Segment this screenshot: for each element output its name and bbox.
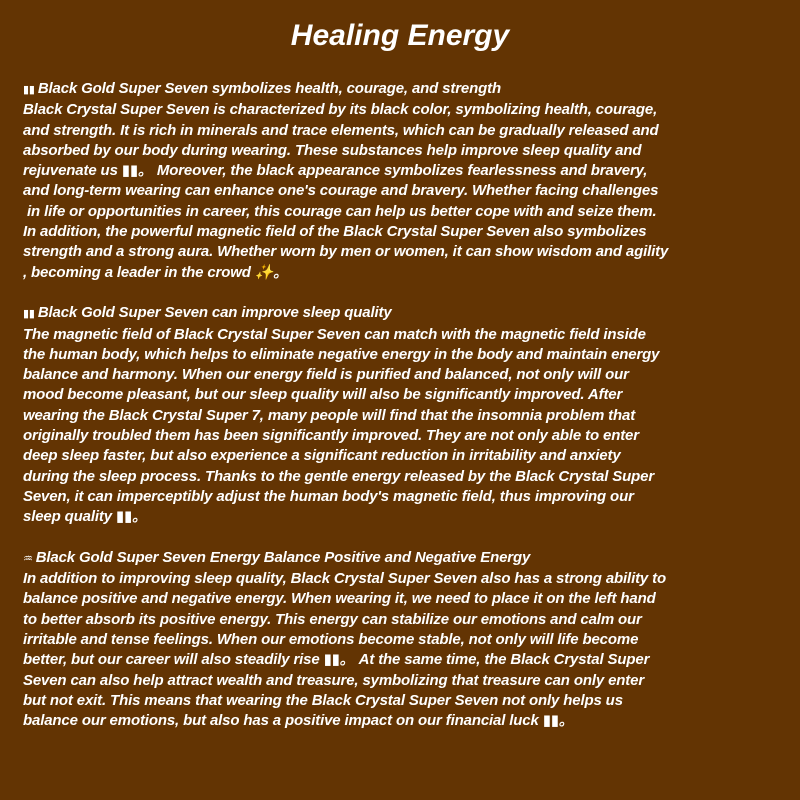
paragraph-line: strength and a strong aura. Whether worn by men or women, it can show wisdom and agility	[23, 243, 669, 261]
paragraph-line: better, but our career will also steadily rise ▮▮。 At the same time, the Black Crystal Super	[23, 651, 650, 669]
emoji-icon: ▮▮	[23, 84, 35, 96]
paragraph-line: mood become pleasant, but our sleep quality will also be significantly improved. After	[23, 386, 623, 404]
article-body	[23, 79, 783, 752]
paragraph-line: balance and harmony. When our energy field is purified and balanced, not only will our	[23, 366, 629, 384]
paragraph-line: balance positive and negative energy. When wearing it, we need to place it on the left hand	[23, 590, 656, 608]
paragraph-line: Seven can also help attract wealth and treasure, symbolizing that treasure can only enter	[23, 671, 645, 689]
paragraph-line: irritable and tense feelings. When our emotions become stable, not only will life become	[23, 631, 639, 649]
paragraph-line: absorbed by our body during wearing. These substances help improve sleep quality and	[23, 141, 642, 159]
section-heading	[23, 303, 783, 324]
section-heading-text: Black Gold Super Seven symbolizes health, courage, and strength	[37, 80, 501, 97]
section-heading	[23, 548, 783, 569]
paragraph-line: rejuvenate us ▮▮。 Moreover, the black appearance symbolizes fearlessness and bravery,	[23, 162, 648, 180]
paragraph-line: the human body, which helps to eliminate negative energy in the body and maintain energy	[23, 345, 660, 363]
paragraph-line: , becoming a leader in the crowd ✨。	[23, 263, 289, 281]
section-health-courage-strength	[23, 79, 783, 283]
paragraph-line: during the sleep process. Thanks to the gentle energy released by the Black Crystal Super	[23, 467, 655, 485]
paragraph-line: In addition to improving sleep quality, Black Crystal Super Seven also has a strong ability to	[23, 570, 666, 588]
paragraph-line: to better absorb its positive energy. This energy can stabilize our emotions and calm our	[23, 610, 642, 628]
paragraph-line: wearing the Black Crystal Super 7, many people will find that the insomnia problem that	[23, 406, 636, 424]
paragraph-line: but not exit. This means that wearing the Black Crystal Super Seven not only helps us	[23, 691, 623, 709]
paragraph-line: Black Crystal Super Seven is characterized by its black color, symbolizing health, courage,	[23, 101, 658, 119]
page-title: Healing Energy	[290, 19, 510, 52]
emoji-icon: ▮▮	[23, 308, 35, 321]
wave-icon: ♒	[23, 552, 33, 565]
section-heading-text: Black Gold Super Seven can improve sleep quality	[37, 304, 392, 322]
paragraph-line: In addition, the powerful magnetic field of the Black Crystal Super Seven also symbolizes	[23, 223, 647, 241]
paragraph-line: balance our emotions, but also has a positive impact on our financial luck ▮▮。	[23, 712, 574, 730]
section-sleep-quality	[23, 303, 783, 527]
section-heading	[23, 79, 783, 100]
paragraph-line: sleep quality ▮▮。	[23, 508, 147, 526]
paragraph-line: deep sleep faster, but also experience a significant reduction in irritability and anxiety	[23, 447, 621, 465]
paragraph-line: and strength. It is rich in minerals and trace elements, which can be gradually released and	[23, 121, 659, 139]
paragraph-line: The magnetic field of Black Crystal Super Seven can match with the magnetic field inside	[23, 325, 646, 343]
section-heading-text: Black Gold Super Seven Energy Balance Positive and Negative Energy	[35, 548, 531, 566]
paragraph-line: in life or opportunities in career, this courage can help us better cope with and seize them.	[23, 202, 657, 220]
section-energy-balance	[23, 548, 783, 732]
paragraph-line: Seven, it can imperceptibly adjust the human body's magnetic field, thus improving our	[23, 487, 634, 505]
paragraph-line: originally troubled them has been significantly improved. They are not only able to enter	[23, 427, 639, 445]
paragraph-line: and long-term wearing can enhance one's courage and bravery. Whether facing challenges	[23, 182, 659, 200]
